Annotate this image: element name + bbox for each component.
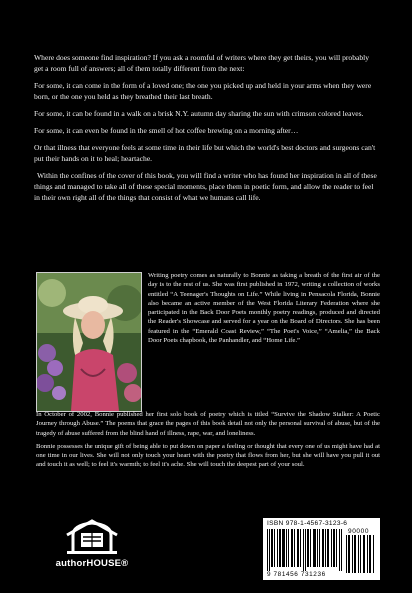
intro-paragraph: Within the confines of the cover of this book, you will find a writer who has found her inspiration in all of these things and managed to take all of these special moments, place them in poetic form, and allow the reader to feel in their own right all of the things that consist of what we humans call life. xyxy=(34,170,377,202)
author-bio-side: Writing poetry comes as naturally to Bonnie as taking a breath of the first air of the day is to the rest of us. She was first published in 1972, writing a collection of works entitled “A Teenager's Thoughts on Life.” While living in Pensacola Florida, Bonnie also became an active member of the West Florida Literary Federation where she participated in the Back Door Poets monthly poetry readings, produced and directed the Reader's Showcase and served for a year on the Board of Directors. She has been featured in the “Emerald Coast Review,” “The Poet's Voice,” “Amelia,” the Back Door Poets chapbook, the Panhandler, and “Home Life.” xyxy=(148,272,380,345)
intro-text xyxy=(34,52,380,209)
isbn-label: ISBN 978-1-4567-3123-6 xyxy=(267,520,348,527)
intro-paragraph: For some, it can be found in a walk on a brisk N.Y. autumn day sharing the sun with crimson colored leaves. xyxy=(34,109,364,118)
isbn-barcode xyxy=(263,518,380,580)
barcode-addon-number: 90000 xyxy=(348,528,370,535)
author-house-logo-icon xyxy=(37,517,147,557)
author-photo xyxy=(36,272,142,412)
author-bio-full xyxy=(36,410,380,474)
bio-paragraph: In October of 2002, Bonnie published her first solo book of poetry which is titled “Survive the Shadow Stalker: A Poetic Journey through Abuse.” The poems that grace the pages of this book detail not only the personal survival of abuse, but of the tragedy of abuse suffered from the blind hand of illness, rape, war, and loneliness. xyxy=(36,411,380,437)
publisher-logo xyxy=(37,517,147,573)
bio-paragraph: Bonnie possesses the unique gift of being able to put down on paper a feeling or thought that every one of us might have had at one time in our lives. She will not only touch your heart with the poetry that flows from her, but she will have you pull it out and touch it as well; to feel it's warmth; to feel it's ache. She will touch the deepest part of your soul. xyxy=(36,442,380,469)
barcode-icon xyxy=(267,529,343,571)
publisher-name: authorHOUSE® xyxy=(55,558,129,569)
addon-barcode-icon xyxy=(346,535,376,573)
intro-paragraph: For some, it can even be found in the smell of hot coffee brewing on a morning after… xyxy=(34,125,299,135)
intro-paragraph: Or that illness that everyone feels at some time in their life but which the world's best doctors and surgeons can't put their hands on it to heal; heartache. xyxy=(34,142,376,163)
barcode-digits: 9 781456 731236 xyxy=(267,571,326,578)
intro-paragraph: Where does someone find inspiration? If you ask a roomful of writers where they get theirs, you will probably get a room full of answers; all of them totally different from the next: xyxy=(34,53,370,74)
author-photo-image xyxy=(37,273,141,411)
intro-paragraph: For some, it can come in the form of a loved one; the one you picked up and held in your arms when they were born, or the one you held as they breathed their last breath. xyxy=(34,81,372,102)
